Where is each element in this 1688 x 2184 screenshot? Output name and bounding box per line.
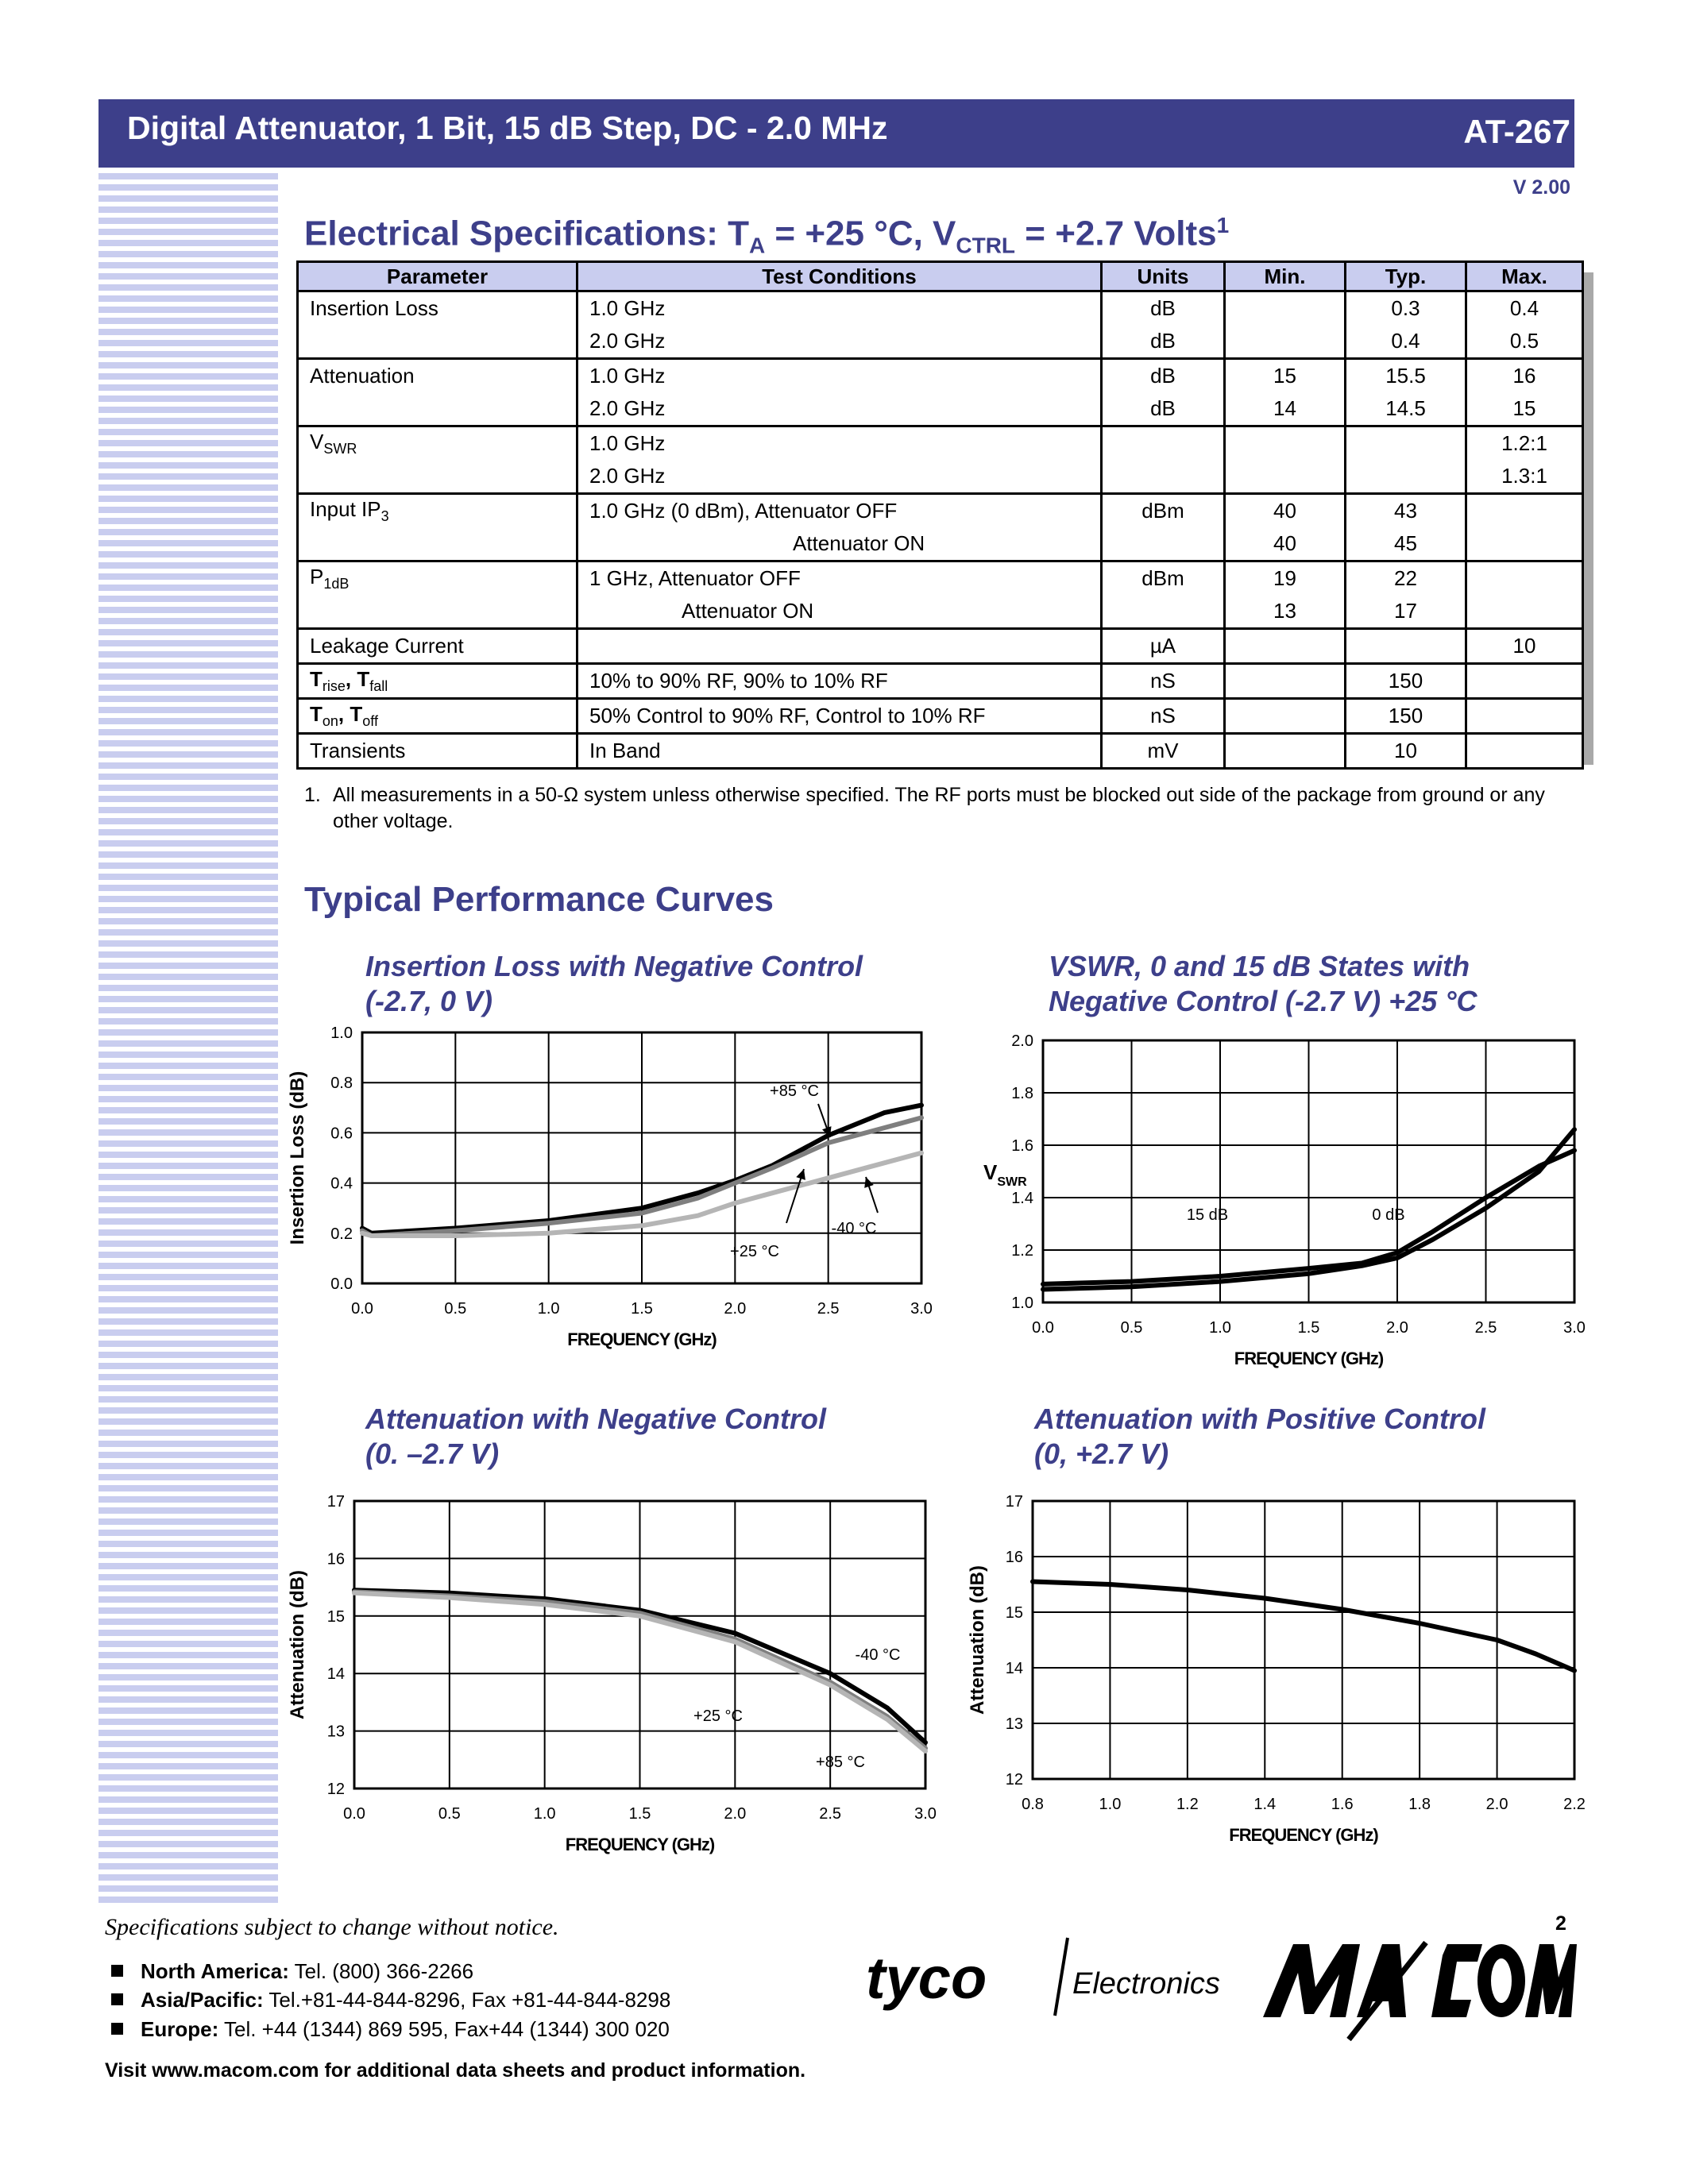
header-min: Min. [1225,262,1346,291]
version-label: V 2.00 [1512,176,1570,199]
units-cell: dB [1102,325,1225,359]
annotation-label: -40 °C [831,1220,877,1237]
max-cell: 1.3:1 [1466,460,1583,494]
x-tick-label: 0.5 [444,1300,467,1318]
y-tick-label: 0.0 [330,1275,353,1293]
condition-cell: Attenuator ON [577,527,1102,561]
y-tick-label: 0.2 [330,1225,353,1243]
chart-title-attenuation-negative: Attenuation with Negative Control (0. –2.7 V) [365,1403,826,1470]
param-cell: Insertion Loss [298,291,577,326]
condition-cell: Attenuator ON [577,595,1102,629]
bullet-icon [111,2023,123,2035]
min-cell: 19 [1225,561,1346,596]
annotation-label: 15 dB [1186,1206,1229,1224]
max-cell: 16 [1466,359,1583,393]
condition-cell: 10% to 90% RF, 90% to 10% RF [577,664,1102,699]
macom-logo [1263,1938,1577,2041]
x-axis-label: FREQUENCY (GHz) [565,1835,715,1854]
x-tick-label: 1.0 [1099,1796,1122,1813]
x-tick-label: 0.5 [438,1805,461,1823]
chart-title-vswr: VSWR, 0 and 15 dB States with Negative Control (-2.7 V) +25 °C [1049,950,1477,1017]
x-tick-label: 0.0 [343,1805,365,1823]
typ-cell: 14.5 [1346,392,1466,426]
tyco-electronics-logo [866,1936,1235,2032]
x-tick-label: 2.5 [1474,1319,1497,1337]
chart-title-insertion-loss: Insertion Loss with Negative Control (-2.7, 0 V) [365,950,863,1017]
x-tick-label: 1.5 [628,1805,651,1823]
y-tick-label: 13 [326,1723,345,1741]
annotation-label: -40 °C [855,1646,901,1664]
section-title-curves: Typical Performance Curves [304,880,774,919]
units-cell: nS [1102,699,1225,734]
x-tick-label: 0.8 [1022,1796,1044,1813]
condition-cell: 1.0 GHz (0 dBm), Attenuator OFF [577,494,1102,528]
typ-cell: 150 [1346,699,1466,734]
condition-cell: 1.0 GHz [577,291,1102,326]
x-tick-label: 3.0 [914,1805,937,1823]
x-tick-label: 2.2 [1563,1796,1586,1813]
y-tick-label: 16 [326,1550,345,1569]
document-title: Digital Attenuator, 1 Bit, 15 dB Step, DC - 2.0 MHz [127,110,888,146]
param-cell: $P_{1dB}$ [298,561,577,596]
x-tick-label: 3.0 [910,1300,933,1318]
typ-cell: 150 [1346,664,1466,699]
units-cell: dBm [1102,494,1225,528]
y-tick-label: 17 [1005,1493,1023,1511]
condition-cell: In Band [577,734,1102,769]
x-tick-label: 0.0 [351,1300,373,1318]
y-axis-label: Attenuation (dB) [967,1565,988,1715]
x-tick-label: 2.5 [819,1805,842,1823]
x-tick-label: 2.0 [1485,1796,1508,1813]
y-tick-label: 1.2 [1011,1242,1033,1260]
condition-cell: 2.0 GHz [577,392,1102,426]
min-cell: 40 [1225,527,1346,561]
typ-cell: 17 [1346,595,1466,629]
header-typ: Typ. [1346,262,1466,291]
contact-north-america: North America: Tel. (800) 366-2266 [111,1959,473,1984]
max-cell: 10 [1466,629,1583,664]
param-cell: $T_{rise}$, $T_{fall}$ [298,664,577,699]
param-cell: Transients [298,734,577,769]
x-tick-label: 1.0 [1209,1319,1231,1337]
header-parameter: Parameter [298,262,577,291]
x-tick-label: 1.5 [631,1300,653,1318]
y-axis-label: Insertion Loss (dB) [287,1071,308,1245]
y-tick-label: 0.6 [330,1125,353,1143]
typ-cell: 0.3 [1346,291,1466,326]
website-note: Visit www.macom.com for additional data sheets and product information. [105,2059,806,2082]
y-axis-label: Attenuation (dB) [287,1570,308,1719]
header-test-conditions: Test Conditions [577,262,1102,291]
max-cell: 0.4 [1466,291,1583,326]
min-cell: 13 [1225,595,1346,629]
y-tick-label: 12 [1005,1771,1023,1788]
y-tick-label: 14 [326,1665,345,1684]
y-tick-label: 16 [1005,1549,1023,1566]
contact-europe: Europe: Tel. +44 (1344) 869 595, Fax+44 (1344) 300 020 [111,2017,670,2042]
x-tick-label: 1.0 [533,1805,556,1823]
units-cell: dB [1102,392,1225,426]
x-axis-label: FREQUENCY (GHz) [1234,1349,1384,1368]
x-tick-label: 1.8 [1408,1796,1431,1813]
condition-cell: 1.0 GHz [577,426,1102,461]
y-tick-label: 1.6 [1011,1137,1033,1155]
typ-cell: 43 [1346,494,1466,528]
x-tick-label: 1.5 [1297,1319,1320,1337]
param-cell: Attenuation [298,359,577,393]
chart-title-attenuation-positive: Attenuation with Positive Control (0, +2.7 V) [1034,1403,1485,1470]
footnote-text: All measurements in a 50-Ω system unless otherwise specified. The RF ports must be blocked out side of the package from ground or any other voltage. [333,784,1545,832]
units-cell: µA [1102,629,1225,664]
condition-cell: 50% Control to 90% RF, Control to 10% RF [577,699,1102,734]
condition-cell: 2.0 GHz [577,325,1102,359]
min-cell: 15 [1225,359,1346,393]
min-cell: 14 [1225,392,1346,426]
x-tick-label: 1.4 [1253,1796,1277,1813]
x-tick-label: 1.2 [1176,1796,1199,1813]
typ-cell: 0.4 [1346,325,1466,359]
y-tick-label: 17 [326,1493,345,1511]
x-tick-label: 0.0 [1032,1319,1054,1337]
typ-cell: 22 [1346,561,1466,596]
annotation-label: +25 °C [693,1707,743,1725]
typ-cell: 45 [1346,527,1466,561]
x-tick-label: 3.0 [1563,1319,1586,1337]
condition-cell: 1.0 GHz [577,359,1102,393]
y-tick-label: 1.0 [330,1024,353,1042]
x-tick-label: 1.0 [537,1300,560,1318]
param-cell: $V_{SWR}$ [298,426,577,461]
y-tick-label: 1.0 [1011,1295,1033,1312]
condition-cell: 1 GHz, Attenuator OFF [577,561,1102,596]
param-cell: Input $IP_3$ [298,494,577,528]
min-cell: 40 [1225,494,1346,528]
disclaimer: Specifications subject to change without notice. [105,1914,559,1940]
header-max: Max. [1466,262,1583,291]
units-cell: nS [1102,664,1225,699]
units-cell: dB [1102,359,1225,393]
x-tick-label: 1.6 [1331,1796,1354,1813]
y-tick-label: 15 [1005,1604,1023,1622]
typ-cell: 15.5 [1346,359,1466,393]
part-number: AT-267 [1463,113,1570,150]
units-cell: dBm [1102,561,1225,596]
max-cell: 1.2:1 [1466,426,1583,461]
x-tick-label: 0.5 [1120,1319,1143,1337]
units-cell: mV [1102,734,1225,769]
svg-text:Electronics: Electronics [1072,1967,1220,2001]
x-tick-label: 2.0 [1386,1319,1408,1337]
annotation-label: +25 °C [730,1243,779,1260]
svg-text:tyco: tyco [866,1945,987,2011]
x-tick-label: 2.0 [724,1805,747,1823]
typ-cell: 10 [1346,734,1466,769]
annotation-label: 0 dB [1372,1206,1405,1224]
y-axis-label: $V_{SWR}$ [983,1160,1027,1189]
param-cell: $T_{on}$, $T_{off}$ [298,699,577,734]
x-axis-label: FREQUENCY (GHz) [1229,1825,1378,1845]
max-cell: 15 [1466,392,1583,426]
y-tick-label: 1.4 [1011,1190,1033,1207]
y-tick-label: 14 [1005,1660,1023,1677]
contact-asia-pacific: Asia/Pacific: Tel.+81-44-844-8296, Fax +81-44-844-8298 [111,1988,670,2012]
footnote-number: 1. [304,784,321,806]
y-tick-label: 0.4 [330,1175,353,1193]
x-tick-label: 2.5 [817,1300,840,1318]
page-number: 2 [1555,1912,1566,1935]
annotation-label: +85 °C [816,1754,865,1771]
bullet-icon [111,1993,123,2005]
y-tick-label: 12 [326,1781,345,1798]
condition-cell: 2.0 GHz [577,460,1102,494]
max-cell: 0.5 [1466,325,1583,359]
bullet-icon [111,1965,123,1977]
y-tick-label: 0.8 [330,1075,353,1093]
header-units: Units [1102,262,1225,291]
x-axis-label: FREQUENCY (GHz) [567,1329,717,1349]
param-cell: Leakage Current [298,629,577,664]
y-tick-label: 2.0 [1011,1032,1033,1050]
y-tick-label: 1.8 [1011,1085,1033,1102]
x-tick-label: 2.0 [724,1300,747,1318]
units-cell: dB [1102,291,1225,326]
annotation-label: +85 °C [770,1082,819,1100]
spec-title: Electrical Specifications: $T_A = +25$ °C, $V_{CTRL} = +2.7$ Volts$^1$ [304,213,1230,258]
y-tick-label: 13 [1005,1715,1023,1733]
y-tick-label: 15 [326,1607,345,1626]
